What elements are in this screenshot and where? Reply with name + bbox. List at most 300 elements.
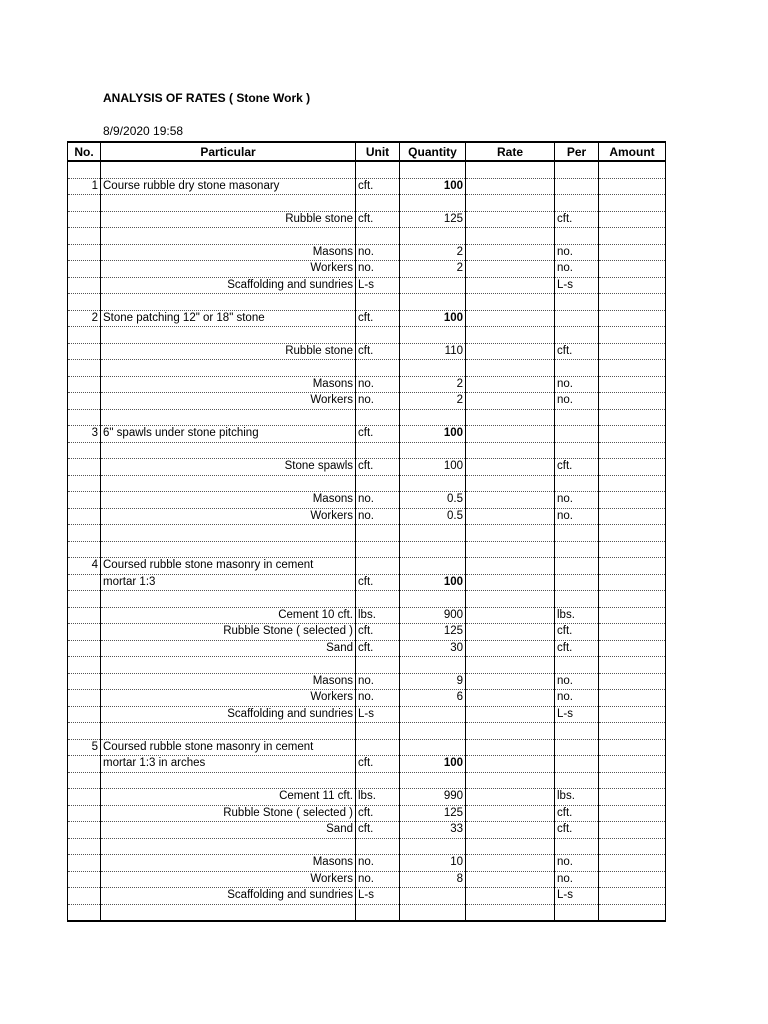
cell-unit: cft. <box>356 624 400 641</box>
cell-per <box>555 360 599 377</box>
cell-no <box>68 624 101 641</box>
cell-rate <box>466 508 555 525</box>
cell-rate <box>466 624 555 641</box>
cell-amount <box>599 871 666 888</box>
cell-quantity: 9 <box>400 673 466 690</box>
cell-particular: Coursed rubble stone masonry in cement <box>101 558 356 575</box>
cell-per: lbs. <box>555 789 599 806</box>
cell-quantity <box>400 294 466 311</box>
cell-quantity: 125 <box>400 624 466 641</box>
cell-amount <box>599 574 666 591</box>
cell-unit: no. <box>356 492 400 509</box>
table-row <box>68 360 666 377</box>
cell-no <box>68 161 101 178</box>
cell-rate <box>466 541 555 558</box>
cell-no <box>68 459 101 476</box>
table-row <box>68 706 666 723</box>
cell-no <box>68 871 101 888</box>
cell-per <box>555 294 599 311</box>
table-row <box>68 475 666 492</box>
table-row <box>68 195 666 212</box>
cell-unit <box>356 657 400 674</box>
cell-no <box>68 574 101 591</box>
cell-per: no. <box>555 855 599 872</box>
cell-unit: cft. <box>356 805 400 822</box>
cell-rate <box>466 327 555 344</box>
cell-per: no. <box>555 690 599 707</box>
table-body <box>68 161 666 921</box>
cell-rate <box>466 690 555 707</box>
cell-unit: no. <box>356 508 400 525</box>
table-row <box>68 855 666 872</box>
table-row <box>68 673 666 690</box>
cell-unit: lbs. <box>356 789 400 806</box>
cell-rate <box>466 277 555 294</box>
cell-rate <box>466 409 555 426</box>
cell-particular: Rubble stone <box>101 211 356 228</box>
cell-rate <box>466 673 555 690</box>
cell-particular <box>101 409 356 426</box>
cell-particular <box>101 591 356 608</box>
cell-amount <box>599 789 666 806</box>
cell-unit: cft. <box>356 178 400 195</box>
cell-quantity: 110 <box>400 343 466 360</box>
document-timestamp: 8/9/2020 19:58 <box>103 124 184 138</box>
cell-per <box>555 161 599 178</box>
cell-particular <box>101 228 356 245</box>
cell-quantity: 900 <box>400 607 466 624</box>
cell-unit: no. <box>356 393 400 410</box>
table-row <box>68 871 666 888</box>
cell-amount <box>599 376 666 393</box>
header-particular: Particular <box>101 142 356 161</box>
cell-particular: Masons <box>101 855 356 872</box>
cell-particular: Masons <box>101 673 356 690</box>
cell-rate <box>466 888 555 905</box>
cell-unit: cft. <box>356 343 400 360</box>
cell-no <box>68 327 101 344</box>
cell-no <box>68 393 101 410</box>
cell-no <box>68 640 101 657</box>
cell-per: no. <box>555 261 599 278</box>
cell-rate <box>466 574 555 591</box>
cell-quantity <box>400 772 466 789</box>
cell-unit: no. <box>356 376 400 393</box>
cell-rate <box>466 558 555 575</box>
cell-particular: Sand <box>101 640 356 657</box>
cell-amount <box>599 525 666 542</box>
cell-amount <box>599 888 666 905</box>
cell-per <box>555 426 599 443</box>
cell-rate <box>466 789 555 806</box>
table-row <box>68 723 666 740</box>
cell-unit <box>356 475 400 492</box>
cell-amount <box>599 442 666 459</box>
cell-quantity: 8 <box>400 871 466 888</box>
table-row <box>68 525 666 542</box>
cell-particular: 6" spawls under stone pitching <box>101 426 356 443</box>
table-row <box>68 789 666 806</box>
cell-rate <box>466 525 555 542</box>
table-row <box>68 574 666 591</box>
table-row <box>68 805 666 822</box>
cell-amount <box>599 343 666 360</box>
cell-unit <box>356 161 400 178</box>
cell-per: no. <box>555 393 599 410</box>
cell-amount <box>599 360 666 377</box>
cell-no <box>68 211 101 228</box>
cell-amount <box>599 739 666 756</box>
cell-rate <box>466 228 555 245</box>
cell-quantity <box>400 706 466 723</box>
table-row <box>68 558 666 575</box>
cell-unit: cft. <box>356 459 400 476</box>
cell-per <box>555 756 599 773</box>
table-row <box>68 624 666 641</box>
cell-amount <box>599 624 666 641</box>
cell-quantity: 0.5 <box>400 492 466 509</box>
table-row <box>68 838 666 855</box>
cell-quantity <box>400 904 466 921</box>
cell-no <box>68 442 101 459</box>
cell-no <box>68 706 101 723</box>
cell-no <box>68 904 101 921</box>
cell-quantity: 125 <box>400 211 466 228</box>
cell-per: L-s <box>555 277 599 294</box>
cell-no <box>68 690 101 707</box>
cell-rate <box>466 376 555 393</box>
cell-quantity <box>400 409 466 426</box>
cell-rate <box>466 492 555 509</box>
cell-no <box>68 343 101 360</box>
cell-per <box>555 475 599 492</box>
table-row <box>68 376 666 393</box>
cell-quantity: 125 <box>400 805 466 822</box>
cell-rate <box>466 459 555 476</box>
cell-rate <box>466 310 555 327</box>
cell-unit: L-s <box>356 277 400 294</box>
cell-no <box>68 228 101 245</box>
cell-particular <box>101 838 356 855</box>
cell-per: cft. <box>555 822 599 839</box>
cell-amount <box>599 211 666 228</box>
cell-per <box>555 310 599 327</box>
cell-particular: Rubble Stone ( selected ) <box>101 805 356 822</box>
cell-unit <box>356 838 400 855</box>
cell-amount <box>599 459 666 476</box>
cell-unit <box>356 327 400 344</box>
cell-quantity: 0.5 <box>400 508 466 525</box>
cell-per <box>555 327 599 344</box>
cell-unit: no. <box>356 690 400 707</box>
table-row <box>68 343 666 360</box>
cell-quantity <box>400 838 466 855</box>
cell-particular: Coursed rubble stone masonry in cement <box>101 739 356 756</box>
cell-no <box>68 789 101 806</box>
cell-no: 4 <box>68 558 101 575</box>
cell-quantity: 100 <box>400 574 466 591</box>
cell-rate <box>466 640 555 657</box>
cell-unit: L-s <box>356 888 400 905</box>
cell-rate <box>466 244 555 261</box>
cell-per: cft. <box>555 211 599 228</box>
cell-rate <box>466 739 555 756</box>
cell-particular: Rubble Stone ( selected ) <box>101 624 356 641</box>
cell-rate <box>466 838 555 855</box>
cell-amount <box>599 690 666 707</box>
cell-particular <box>101 541 356 558</box>
cell-rate <box>466 343 555 360</box>
cell-amount <box>599 723 666 740</box>
cell-rate <box>466 706 555 723</box>
cell-quantity <box>400 195 466 212</box>
cell-amount <box>599 508 666 525</box>
cell-unit: cft. <box>356 574 400 591</box>
cell-quantity: 2 <box>400 244 466 261</box>
cell-unit: cft. <box>356 211 400 228</box>
cell-unit <box>356 591 400 608</box>
cell-amount <box>599 475 666 492</box>
cell-no <box>68 805 101 822</box>
cell-unit: cft. <box>356 426 400 443</box>
cell-no <box>68 525 101 542</box>
cell-quantity: 10 <box>400 855 466 872</box>
table-row <box>68 508 666 525</box>
cell-particular <box>101 161 356 178</box>
cell-quantity: 33 <box>400 822 466 839</box>
cell-quantity <box>400 360 466 377</box>
cell-per <box>555 178 599 195</box>
table-row <box>68 409 666 426</box>
table-row <box>68 690 666 707</box>
cell-no <box>68 756 101 773</box>
cell-particular: mortar 1:3 in arches <box>101 756 356 773</box>
cell-rate <box>466 294 555 311</box>
table-row <box>68 244 666 261</box>
cell-per: no. <box>555 376 599 393</box>
cell-quantity <box>400 558 466 575</box>
table-row <box>68 426 666 443</box>
cell-rate <box>466 607 555 624</box>
cell-amount <box>599 607 666 624</box>
cell-particular: Scaffolding and sundries <box>101 277 356 294</box>
cell-amount <box>599 426 666 443</box>
cell-no <box>68 888 101 905</box>
cell-particular: Stone patching 12" or 18" stone <box>101 310 356 327</box>
cell-per <box>555 442 599 459</box>
cell-unit <box>356 772 400 789</box>
cell-no <box>68 838 101 855</box>
cell-quantity: 100 <box>400 310 466 327</box>
cell-amount <box>599 393 666 410</box>
table-row <box>68 822 666 839</box>
cell-no <box>68 277 101 294</box>
cell-unit <box>356 195 400 212</box>
cell-amount <box>599 541 666 558</box>
cell-rate <box>466 161 555 178</box>
cell-rate <box>466 904 555 921</box>
cell-per: cft. <box>555 459 599 476</box>
cell-quantity: 30 <box>400 640 466 657</box>
cell-amount <box>599 195 666 212</box>
cell-quantity: 100 <box>400 756 466 773</box>
cell-particular: Masons <box>101 492 356 509</box>
cell-no <box>68 360 101 377</box>
cell-quantity <box>400 161 466 178</box>
cell-rate <box>466 442 555 459</box>
table-row <box>68 327 666 344</box>
cell-per <box>555 772 599 789</box>
cell-amount <box>599 657 666 674</box>
cell-quantity <box>400 327 466 344</box>
cell-no: 5 <box>68 739 101 756</box>
cell-no <box>68 772 101 789</box>
cell-particular: Workers <box>101 261 356 278</box>
cell-quantity <box>400 228 466 245</box>
cell-unit: no. <box>356 673 400 690</box>
table-row <box>68 640 666 657</box>
cell-no <box>68 492 101 509</box>
cell-no: 3 <box>68 426 101 443</box>
cell-quantity: 990 <box>400 789 466 806</box>
cell-particular <box>101 772 356 789</box>
cell-amount <box>599 161 666 178</box>
cell-no <box>68 723 101 740</box>
cell-amount <box>599 492 666 509</box>
cell-particular: Sand <box>101 822 356 839</box>
cell-amount <box>599 673 666 690</box>
cell-no <box>68 475 101 492</box>
table-row <box>68 756 666 773</box>
cell-quantity <box>400 657 466 674</box>
cell-rate <box>466 475 555 492</box>
cell-no <box>68 822 101 839</box>
header-no: No. <box>68 142 101 161</box>
cell-amount <box>599 756 666 773</box>
cell-no <box>68 607 101 624</box>
cell-rate <box>466 855 555 872</box>
table-row <box>68 294 666 311</box>
cell-unit: cft. <box>356 756 400 773</box>
cell-unit: cft. <box>356 640 400 657</box>
cell-no: 2 <box>68 310 101 327</box>
cell-per: cft. <box>555 624 599 641</box>
cell-amount <box>599 277 666 294</box>
header-amount: Amount <box>599 142 666 161</box>
cell-rate <box>466 871 555 888</box>
cell-unit: no. <box>356 261 400 278</box>
cell-particular: Masons <box>101 376 356 393</box>
cell-particular <box>101 475 356 492</box>
cell-particular: Cement 11 cft. <box>101 789 356 806</box>
cell-per: cft. <box>555 640 599 657</box>
cell-unit: lbs. <box>356 607 400 624</box>
table-row <box>68 888 666 905</box>
cell-no: 1 <box>68 178 101 195</box>
cell-amount <box>599 706 666 723</box>
cell-quantity <box>400 277 466 294</box>
table-row <box>68 310 666 327</box>
cell-particular: Workers <box>101 393 356 410</box>
cell-unit <box>356 904 400 921</box>
cell-amount <box>599 327 666 344</box>
cell-per: no. <box>555 508 599 525</box>
cell-quantity <box>400 739 466 756</box>
cell-no <box>68 855 101 872</box>
table-row <box>68 739 666 756</box>
cell-particular <box>101 904 356 921</box>
cell-rate <box>466 426 555 443</box>
cell-rate <box>466 723 555 740</box>
cell-rate <box>466 393 555 410</box>
cell-quantity <box>400 888 466 905</box>
document-title: ANALYSIS OF RATES ( Stone Work ) <box>103 91 311 105</box>
cell-rate <box>466 657 555 674</box>
cell-no <box>68 244 101 261</box>
cell-per: L-s <box>555 706 599 723</box>
cell-per: no. <box>555 673 599 690</box>
cell-rate <box>466 211 555 228</box>
cell-unit <box>356 442 400 459</box>
cell-particular <box>101 195 356 212</box>
table-row <box>68 178 666 195</box>
cell-unit <box>356 294 400 311</box>
cell-particular: Course rubble dry stone masonary <box>101 178 356 195</box>
cell-particular <box>101 525 356 542</box>
table-row <box>68 393 666 410</box>
table-row <box>68 541 666 558</box>
cell-unit: no. <box>356 244 400 261</box>
cell-per: cft. <box>555 343 599 360</box>
cell-particular: Stone spawls <box>101 459 356 476</box>
cell-amount <box>599 178 666 195</box>
cell-quantity <box>400 723 466 740</box>
table-row <box>68 277 666 294</box>
cell-rate <box>466 360 555 377</box>
cell-unit <box>356 541 400 558</box>
cell-no <box>68 376 101 393</box>
table-row <box>68 161 666 178</box>
cell-per: no. <box>555 244 599 261</box>
cell-no <box>68 657 101 674</box>
cell-no <box>68 261 101 278</box>
cell-unit <box>356 228 400 245</box>
cell-unit: L-s <box>356 706 400 723</box>
cell-particular: mortar 1:3 <box>101 574 356 591</box>
table-row <box>68 607 666 624</box>
cell-amount <box>599 904 666 921</box>
cell-amount <box>599 228 666 245</box>
cell-per <box>555 574 599 591</box>
table-header <box>68 142 666 161</box>
table-row <box>68 211 666 228</box>
cell-particular <box>101 360 356 377</box>
cell-unit <box>356 360 400 377</box>
cell-rate <box>466 772 555 789</box>
cell-per <box>555 723 599 740</box>
cell-no <box>68 294 101 311</box>
cell-amount <box>599 409 666 426</box>
table-row <box>68 904 666 921</box>
cell-per <box>555 195 599 212</box>
cell-per <box>555 409 599 426</box>
cell-rate <box>466 591 555 608</box>
cell-particular <box>101 294 356 311</box>
table-row <box>68 772 666 789</box>
cell-unit: cft. <box>356 310 400 327</box>
cell-amount <box>599 591 666 608</box>
cell-amount <box>599 244 666 261</box>
